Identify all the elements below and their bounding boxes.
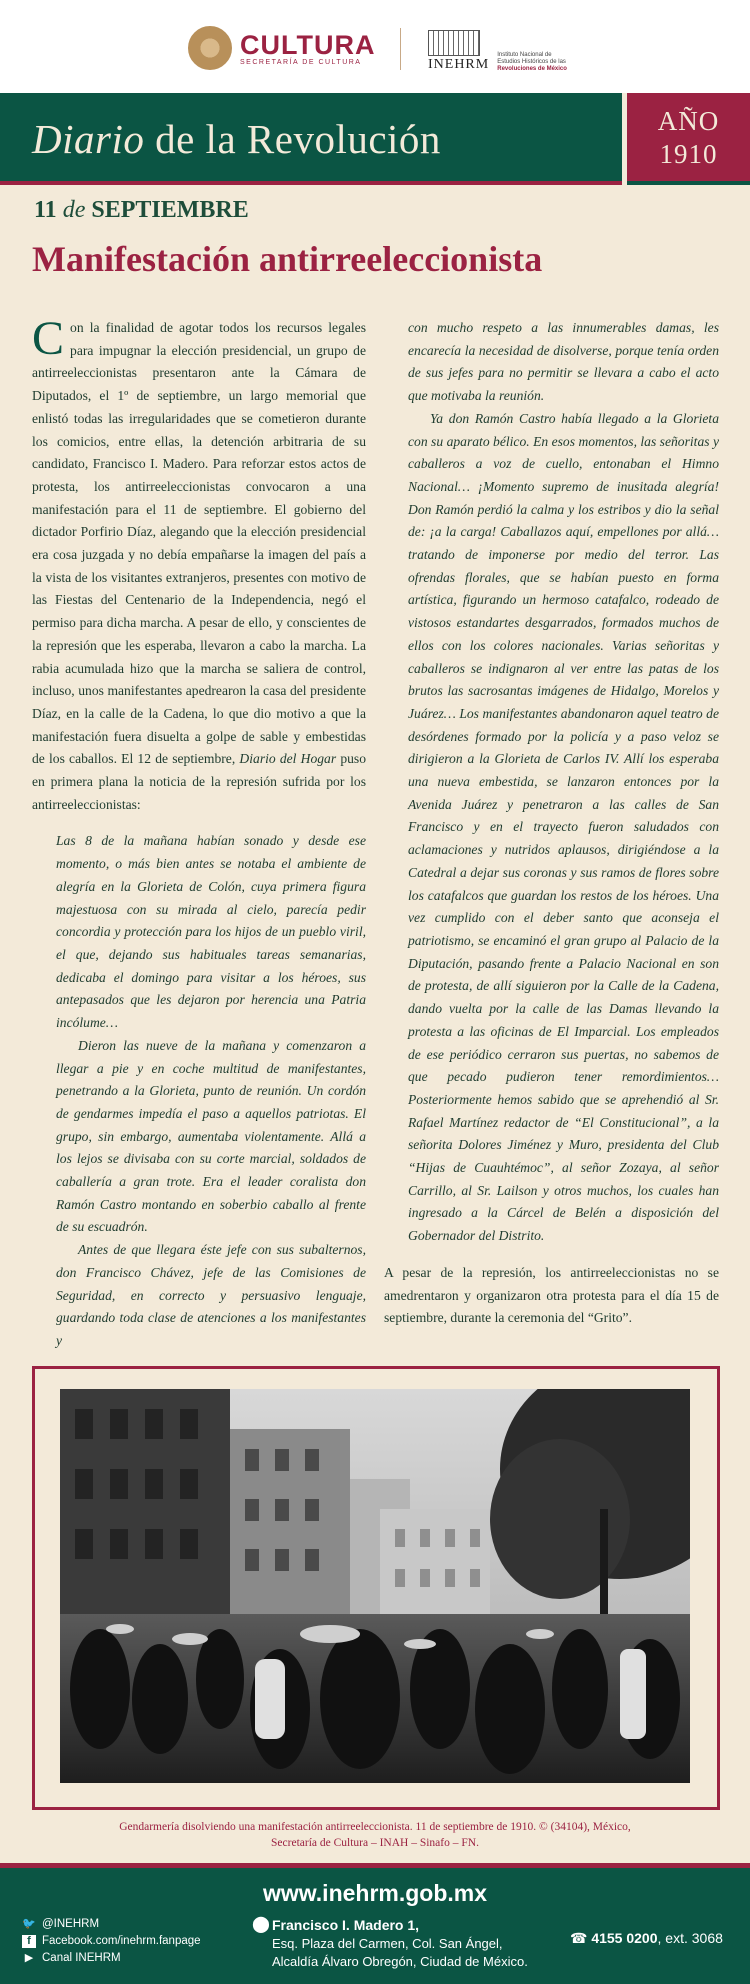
dropcap: C bbox=[32, 312, 65, 365]
twitter-link[interactable] bbox=[22, 1916, 201, 1933]
date-de: de bbox=[62, 197, 86, 223]
building-icon bbox=[428, 30, 480, 56]
address bbox=[252, 1916, 528, 1971]
eagle-seal-icon bbox=[188, 26, 232, 70]
year-badge bbox=[627, 93, 750, 185]
date-day: 11 bbox=[34, 197, 57, 223]
inehrm-description bbox=[497, 52, 617, 73]
intro-text-end: puso en primera plana la noticia de la represión sufrida por los antirreeleccionistas: bbox=[32, 751, 366, 812]
phone-number: 4155 0200 bbox=[591, 1930, 658, 1946]
historical-photo bbox=[60, 1389, 690, 1783]
logo-divider bbox=[400, 28, 401, 70]
social-links bbox=[22, 1916, 201, 1967]
year-label: AÑO bbox=[657, 106, 720, 136]
cultura-subtitle: SECRETARÍA DE CULTURA bbox=[240, 58, 362, 66]
crowd-street-photo bbox=[60, 1389, 690, 1783]
quote-paragraph: Las 8 de la mañana habían sonado y desde ese momento, o más bien antes se notaba el ambiente de alegría en la Glorieta de Colón, cuya primera figura majestuosa con su mirada al cielo, parecía pedir concordia y protección para los hijos de un pueblo viril, el que, dejando sus habituales tareas semanarias, dedicaba el domingo para visitar a los héroes, sus antepasados que les dejaron por herencia una Patria incólume… bbox=[56, 833, 366, 1031]
footer bbox=[0, 1863, 750, 1984]
address-line: Esq. Plaza del Carmen, Col. San Ángel, bbox=[272, 1936, 503, 1951]
facebook-link[interactable] bbox=[22, 1933, 201, 1950]
quote-paragraph: Dieron las nueve de la mañana y comenzaron a llegar a pie y en coche multitud de manifestantes, penetrando a la Glorieta, punto de reunión. Un cordón de gendarmes impedía el paso a aquellos patriotas. El grupo, sin embargo, aumentaba violentamente. Allá a los lejos se divisaba con su corte marcial, soldados de caballería a gran trote. Era el leader coralista don Ramón Castro montando en soberbio caballo al frente de su escuadrón. bbox=[56, 1037, 366, 1235]
inehrm-desc-line: Instituto Nacional de bbox=[497, 52, 552, 58]
phone-extension: , ext. 3068 bbox=[657, 1930, 723, 1946]
inehrm-logo[interactable] bbox=[428, 30, 617, 73]
article-headline: Manifestación antirreeleccionista bbox=[32, 239, 543, 279]
quote-paragraph: Ya don Ramón Castro había llegado a la Glorieta con su aparato bélico. En esos momentos, las señoritas y caballeros a voz de cuello, entonaban el Himno Nacional… ¡Momento supremo de inusitada alegría! Don Ramón perdió la calma y los estribos y dio la señal de: ¡a la carga! Caballazos aquí, empellones por allá… tratando de imponerse por medio del terror. Las ofrendas florales, que se habían puesto en forma artística, figurando un hermoso catafalco, rodeado de vistosos estandartes desgarrados, formados muchos de ellos con los colores nacionales. Varias señoritas y caballeros se indignaron al ver entre las patas de los brutos las sacrosantas imágenes de Hidalgo, Morelos y Juárez… Los manifestantes abandonaron aquel teatro de desórdenes formado por la policía y a paso veloz se dirigieron a la Glorieta de Carlos IV. Allí los esperaba una nueva embestida, se lanzaron entonces por la Avenida Juárez y penetraron a las calles de San Francisco y en el trayecto fueron saludados con aclamaciones y nutridos aplausos, dirigiéndose a la Catedral a dejar sus coronas y sus ramos de flores sobre los catafalcos que guardan los restos de los héroes. Una vez cumplido con el deber santo que aconseja el patriotismo, se encaminó el gran grupo al Palacio de la Diputación, pasando frente a Palacio Nacional en son de protesta, de allí siguieron por la Calle de la Cadena, dando vuelta por la calle de las Damas llevando la protesta a las oficinas de El Imparcial. Los empleados de ese periódico cerraron sus puertas, no sabemos de que pecado pudieron tener remordimientos… Posteriormente hemos sabido que se aprehendió al Sr. Rafael Martínez redactor de “El Constitucional”, a la señorita Dolores Jiménez y Muro, presidenta del Club “Hijas de Cuauhtémoc”, al señor Zozaya, al señor Carrillo, al Sr. Lailson y otros muchos, los cuales han ingresado a la Cárcel de Belén a disposición del Gobernador del Distrito. bbox=[408, 410, 719, 1244]
year-value: 1910 bbox=[659, 139, 718, 169]
youtube-icon: ▶ bbox=[24, 1952, 34, 1964]
page-title bbox=[32, 115, 441, 163]
intro-paragraph bbox=[32, 312, 366, 816]
caption-line: Secretaría de Cultura – INAH – Sinafo – FN. bbox=[271, 1837, 479, 1849]
cultura-wordmark: CULTURA bbox=[240, 29, 376, 60]
quote-paragraph: con mucho respeto a las innumerables damas, les encarecía la necesidad de disolverse, porque tenía orden de sus jefes para no permitir se llevara a cabo el acto que motivaba la reunión. bbox=[408, 320, 719, 404]
intro-text: on la finalidad de agotar todos los recursos legales para impugnar la elección presidencial, un grupo de antirreeleccionistas presentaron ante la Cámara de Diputados, el 1º de septiembre, un largo memorial que enlistó todas las irregularidades que se cometieron durante los comicios, entre ellas, la detención arbitraria de su candidato, Francisco I. Madero. Para reforzar estos actos de protesta, los antirreeleccionistas convocaron a una manifestación para el 11 de septiembre. El gobierno del dictador Porfirio Díaz, alegando que la elección presidencial era cosa juzgada y no debía empañarse la imagen del país a la vista de los visitantes extranjeros, presentes con motivo de las Fiestas del Centenario de la Independencia, negó el permiso para dicha marcha. A pesar de ello, y conscientes de la represión que les esperaba, llevaron a cabo la marcha. La rabia acumulada hizo que la marcha se saliera de control, incluso, unos manifestantes apedrearon la casa del presidente Díaz, en la calle de la Cadena, lo que dio motivo a que la manifestación fuera disuelta a golpe de sable y embestidas de los caballos. El 12 de septiembre, bbox=[32, 320, 366, 767]
title-band bbox=[0, 93, 622, 185]
facebook-url: Facebook.com/inehrm.fanpage bbox=[42, 1935, 201, 1947]
logo-band bbox=[0, 0, 750, 93]
location-pin-icon: ⬤ bbox=[252, 1916, 270, 1933]
phone-icon: ☎ bbox=[570, 1930, 592, 1946]
text-column-left bbox=[32, 312, 366, 1353]
twitter-handle: @INEHRM bbox=[42, 1918, 100, 1930]
youtube-channel: Canal INEHRM bbox=[42, 1952, 121, 1964]
title-rest: de la Revolución bbox=[144, 116, 441, 162]
address-line: Francisco I. Madero 1, bbox=[272, 1917, 420, 1933]
date-month: SEPTIEMBRE bbox=[91, 197, 249, 223]
youtube-link[interactable] bbox=[22, 1950, 201, 1967]
article-date bbox=[34, 197, 249, 224]
cultura-logo[interactable] bbox=[188, 26, 375, 70]
twitter-icon: 🐦 bbox=[22, 1918, 36, 1930]
title-italic: Diario bbox=[32, 116, 145, 162]
address-line: Alcaldía Álvaro Obregón, Ciudad de México. bbox=[272, 1954, 528, 1969]
inehrm-desc-line: Revoluciones de México bbox=[497, 66, 567, 72]
text-column-right bbox=[384, 317, 719, 1330]
website-link[interactable]: www.inehrm.gob.mx bbox=[262, 1880, 488, 1906]
caption-line: Gendarmería disolviendo una manifestación antirreeleccionista. 11 de septiembre de 1910. © (34104), México, bbox=[119, 1821, 631, 1833]
quote-paragraph: Antes de que llegara éste jefe con sus subalternos, don Francisco Chávez, jefe de las Comisiones de Seguridad, en correcto y persuasivo lenguaje, guardando toda clase de atenciones a los manifestantes y bbox=[56, 1242, 366, 1348]
photo-caption bbox=[60, 1819, 690, 1851]
newspaper-name: Diario del Hogar bbox=[239, 751, 337, 767]
phone[interactable] bbox=[570, 1930, 723, 1947]
inehrm-desc-line: Estudios Históricos de las bbox=[497, 59, 566, 65]
facebook-icon: f bbox=[22, 1935, 36, 1948]
inehrm-wordmark: INEHRM bbox=[428, 57, 490, 72]
closing-paragraph: A pesar de la represión, los antirreeleccionistas no se amedrentaron y organizaron otra protesta para el día 15 de septiembre, durante la ceremonia del “Grito”. bbox=[384, 1264, 719, 1326]
